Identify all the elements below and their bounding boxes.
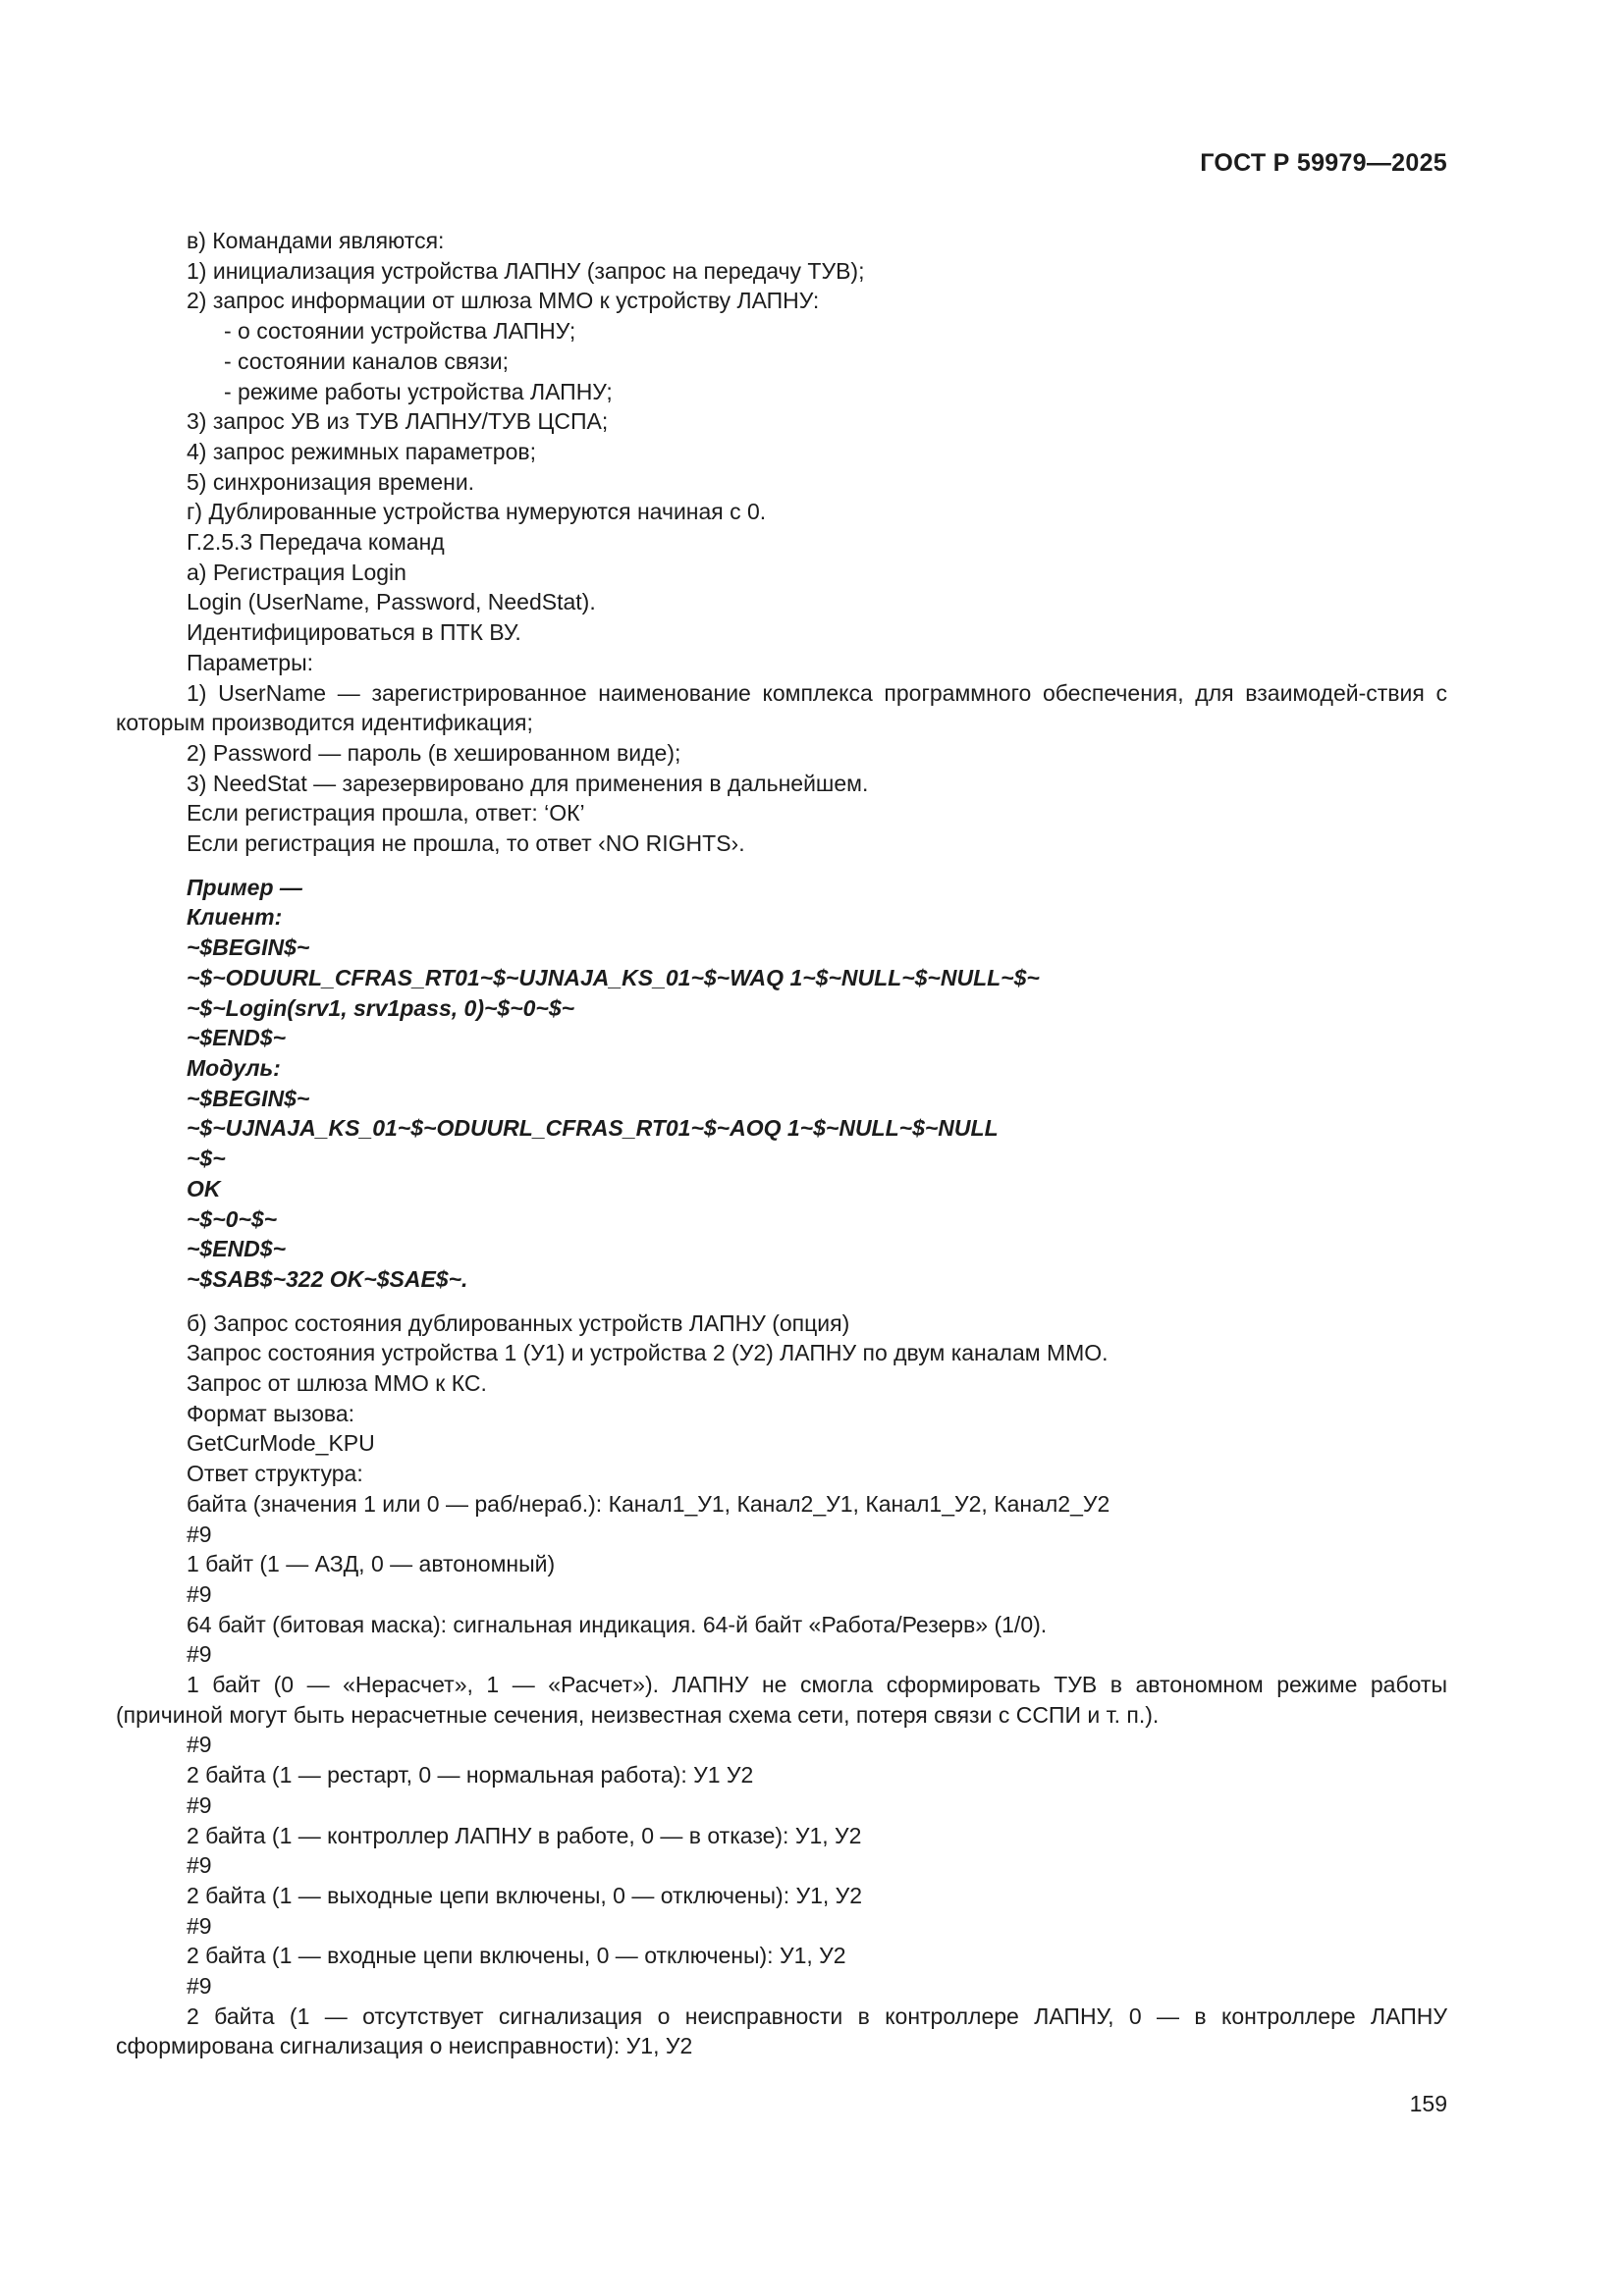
list-item: - режиме работы устройства ЛАПНУ; <box>224 378 613 404</box>
example-line: ~$~ODUURL_CFRAS_RT01~$~UJNAJA_KS_01~$~WAQ 1~$~NULL~$~NULL~$~ <box>187 964 1040 990</box>
example-line: Модуль: <box>187 1054 281 1081</box>
text-line: 2 байта (1 — входные цепи включены, 0 — отключены): У1, У2 <box>187 1943 846 1969</box>
text-line: #9 <box>187 1580 212 1607</box>
example-line: ~$BEGIN$~ <box>187 1085 310 1111</box>
text-line: Login (UserName, Password, NeedStat). <box>187 589 596 615</box>
example-line: Клиент: <box>187 904 283 931</box>
text-line: 3) NeedStat — зарезервировано для применения в дальнейшем. <box>187 770 869 796</box>
text-line: в) Командами являются: <box>187 228 445 253</box>
list-item: - состоянии каналов связи; <box>224 347 510 374</box>
spacer <box>116 1295 1447 1308</box>
example-line: Пример — <box>187 874 302 900</box>
example-line: ~$~ <box>187 1146 226 1172</box>
text-line: б) Запрос состояния дублированных устройств ЛАПНУ (опция) <box>187 1309 850 1336</box>
paragraph: 1 байт (0 — «Нерасчет», 1 — «Расчет»). ЛАПНУ не смогла сформировать ТУВ в автономном режиме работы (причиной могут быть нерасчетные сечения, неизвестная схема сети, потеря связи с ССПИ и т. п.). <box>116 1672 1447 1728</box>
text-line: #9 <box>187 1641 212 1668</box>
text-line: Идентифицироваться в ПТК ВУ. <box>187 619 521 646</box>
example-line: ~$END$~ <box>187 1236 287 1262</box>
text-line: 2) запрос информации от шлюза ММО к устройству ЛАПНУ: <box>187 288 820 314</box>
text-line: Формат вызова: <box>187 1400 355 1426</box>
text-line: Ответ структура: <box>187 1461 363 1487</box>
text-line: 2 байта (1 — контроллер ЛАПНУ в работе, 0 — в отказе): У1, У2 <box>187 1822 862 1848</box>
text-line: #9 <box>187 1521 212 1547</box>
list-item: - о состоянии устройства ЛАПНУ; <box>224 318 576 345</box>
text-line: 1 байт (1 — АЗД, 0 — автономный) <box>187 1551 556 1577</box>
page-number: 159 <box>1409 2091 1447 2116</box>
example-line: ~$~UJNAJA_KS_01~$~ODUURL_CFRAS_RT01~$~AOQ 1~$~NULL~$~NULL <box>187 1115 999 1142</box>
text-line: 5) синхронизация времени. <box>187 468 475 495</box>
text-line: 3) запрос УВ из ТУВ ЛАПНУ/ТУВ ЦСПА; <box>187 408 609 435</box>
spacer <box>116 859 1447 873</box>
paragraph: 2 байта (1 — отсутствует сигнализация о неисправности в контроллере ЛАПНУ, 0 — в контроллере ЛАПНУ сформирована сигнализация о неисправности): У1, У2 <box>116 2002 1447 2059</box>
text-line: #9 <box>187 1791 212 1818</box>
text-line: #9 <box>187 1912 212 1939</box>
example-line: ~$END$~ <box>187 1025 287 1051</box>
example-line: ~$~Login(srv1, srv1pass, 0)~$~0~$~ <box>187 994 575 1021</box>
example-line: ~$SAB$~322 OK~$SAE$~. <box>187 1265 468 1292</box>
text-line: Запрос состояния устройства 1 (У1) и устройства 2 (У2) ЛАПНУ по двум каналам ММО. <box>187 1340 1109 1366</box>
text-line: а) Регистрация Login <box>187 559 406 585</box>
text-line: 4) запрос режимных параметров; <box>187 438 536 464</box>
text-line: 2 байта (1 — рестарт, 0 — нормальная работа): У1 У2 <box>187 1762 754 1789</box>
text-line: Параметры: <box>187 649 313 675</box>
body-text <box>116 226 1447 2061</box>
text-line: 64 байт (битовая маска): сигнальная индикация. 64-й байт «Работа/Резерв» (1/0). <box>187 1611 1048 1637</box>
paragraph: 1) UserName — зарегистрированное наименование комплекса программного обеспечения, для взаимодей-ствия с которым производится идентификация; <box>116 679 1447 736</box>
text-line: GetCurMode_KPU <box>187 1430 375 1457</box>
text-line: Если регистрация прошла, ответ: ‘ОК’ <box>187 800 585 827</box>
text-line: #9 <box>187 1852 212 1879</box>
text-line: 2 байта (1 — выходные цепи включены, 0 — отключены): У1, У2 <box>187 1882 863 1908</box>
example-line: ~$BEGIN$~ <box>187 934 310 961</box>
example-line: ~$~0~$~ <box>187 1205 278 1232</box>
text-line: 2) Password — пароль (в хешированном виде); <box>187 739 681 766</box>
example-line: OK <box>187 1175 221 1201</box>
section-heading: Г.2.5.3 Передача команд <box>187 529 445 556</box>
text-line: г) Дублированные устройства нумеруются начиная с 0. <box>187 499 767 525</box>
text-line: #9 <box>187 1973 212 2000</box>
document-code-header: ГОСТ Р 59979—2025 <box>1200 149 1447 177</box>
text-line: байта (значения 1 или 0 — раб/нераб.): Канал1_У1, Канал2_У1, Канал1_У2, Канал2_У2 <box>187 1490 1110 1517</box>
text-line: 1) инициализация устройства ЛАПНУ (запрос на передачу ТУВ); <box>187 257 865 284</box>
text-line: #9 <box>187 1732 212 1758</box>
text-line: Запрос от шлюза ММО к КС. <box>187 1370 487 1397</box>
text-line: Если регистрация не прошла, то ответ ‹NO RIGHTS›. <box>187 830 745 857</box>
